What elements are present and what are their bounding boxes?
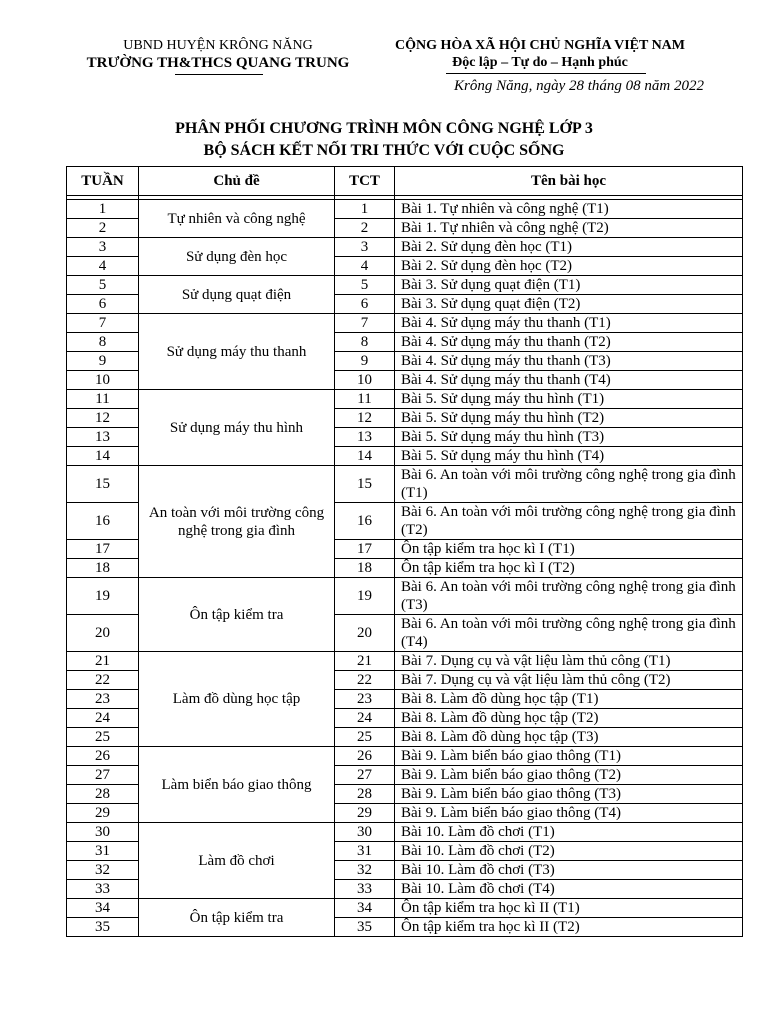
- week-cell: 7: [67, 314, 139, 333]
- tct-cell: 10: [335, 371, 395, 390]
- lesson-cell: Bài 8. Làm đồ dùng học tập (T3): [395, 728, 743, 747]
- tct-cell: 3: [335, 238, 395, 257]
- week-cell: 31: [67, 842, 139, 861]
- tct-cell: 4: [335, 257, 395, 276]
- national-name: CỘNG HÒA XÃ HỘI CHỦ NGHĨA VIỆT NAM: [394, 38, 685, 53]
- tct-cell: 17: [335, 540, 395, 559]
- lesson-cell: Bài 8. Làm đồ dùng học tập (T2): [395, 709, 743, 728]
- lesson-cell: Bài 7. Dụng cụ và vật liệu làm thủ công (T1): [395, 652, 743, 671]
- topic-cell: Sử dụng quạt điện: [139, 276, 335, 314]
- lesson-cell: Bài 5. Sử dụng máy thu hình (T1): [395, 390, 743, 409]
- lesson-cell: Bài 6. An toàn với môi trường công nghệ trong gia đình (T4): [395, 615, 743, 652]
- district-name: UBND HUYỆN KRÔNG NĂNG: [123, 38, 313, 53]
- tct-cell: 35: [335, 918, 395, 937]
- topic-cell: Tự nhiên và công nghệ: [139, 200, 335, 238]
- lesson-cell: Bài 10. Làm đồ chơi (T3): [395, 861, 743, 880]
- topic-cell: Sử dụng máy thu hình: [139, 390, 335, 466]
- week-cell: 9: [67, 352, 139, 371]
- lesson-cell: Bài 9. Làm biển báo giao thông (T1): [395, 747, 743, 766]
- tct-cell: 22: [335, 671, 395, 690]
- lesson-cell: Bài 3. Sử dụng quạt điện (T2): [395, 295, 743, 314]
- tct-cell: 23: [335, 690, 395, 709]
- lesson-cell: Ôn tập kiểm tra học kì I (T2): [395, 559, 743, 578]
- lesson-cell: Bài 9. Làm biển báo giao thông (T3): [395, 785, 743, 804]
- week-cell: 21: [67, 652, 139, 671]
- school-name: TRƯỜNG TH&THCS QUANG TRUNG: [86, 55, 350, 71]
- tct-cell: 18: [335, 559, 395, 578]
- lesson-cell: Bài 5. Sử dụng máy thu hình (T4): [395, 447, 743, 466]
- tct-cell: 5: [335, 276, 395, 295]
- lesson-cell: Bài 4. Sử dụng máy thu thanh (T3): [395, 352, 743, 371]
- table-row: [67, 466, 743, 503]
- topic-cell: Sử dụng đèn học: [139, 238, 335, 276]
- tct-cell: 24: [335, 709, 395, 728]
- week-cell: 27: [67, 766, 139, 785]
- week-cell: 14: [67, 447, 139, 466]
- week-cell: 19: [67, 578, 139, 615]
- table-header-row: [67, 167, 743, 196]
- week-cell: 35: [67, 918, 139, 937]
- tct-cell: 15: [335, 466, 395, 503]
- week-cell: 33: [67, 880, 139, 899]
- week-cell: 28: [67, 785, 139, 804]
- week-cell: 8: [67, 333, 139, 352]
- week-cell: 23: [67, 690, 139, 709]
- table-row: [67, 899, 743, 918]
- week-cell: 15: [67, 466, 139, 503]
- topic-cell: Làm biển báo giao thông: [139, 747, 335, 823]
- document-title: [0, 118, 768, 162]
- week-cell: 29: [67, 804, 139, 823]
- week-cell: 10: [67, 371, 139, 390]
- topic-cell: An toàn với môi trường công nghệ trong gia đình: [139, 466, 335, 578]
- week-cell: 30: [67, 823, 139, 842]
- lesson-cell: Bài 4. Sử dụng máy thu thanh (T2): [395, 333, 743, 352]
- lesson-cell: Ôn tập kiểm tra học kì I (T1): [395, 540, 743, 559]
- lesson-cell: Bài 5. Sử dụng máy thu hình (T3): [395, 428, 743, 447]
- tct-cell: 29: [335, 804, 395, 823]
- week-cell: 22: [67, 671, 139, 690]
- week-cell: 25: [67, 728, 139, 747]
- week-cell: 12: [67, 409, 139, 428]
- lesson-cell: Bài 7. Dụng cụ và vật liệu làm thủ công (T2): [395, 671, 743, 690]
- tct-cell: 9: [335, 352, 395, 371]
- lesson-cell: Bài 10. Làm đồ chơi (T2): [395, 842, 743, 861]
- tct-cell: 34: [335, 899, 395, 918]
- tct-cell: 7: [335, 314, 395, 333]
- table-row: [67, 747, 743, 766]
- lesson-cell: Bài 10. Làm đồ chơi (T1): [395, 823, 743, 842]
- week-cell: 24: [67, 709, 139, 728]
- week-cell: 26: [67, 747, 139, 766]
- table-row: [67, 578, 743, 615]
- table-row: [67, 200, 743, 219]
- tct-cell: 31: [335, 842, 395, 861]
- tct-cell: 16: [335, 503, 395, 540]
- national-motto: Độc lập – Tự do – Hạnh phúc: [452, 55, 628, 70]
- lesson-cell: Bài 4. Sử dụng máy thu thanh (T4): [395, 371, 743, 390]
- col-header-week: TUẦN: [67, 167, 139, 196]
- week-cell: 2: [67, 219, 139, 238]
- school-underline: [175, 74, 263, 75]
- table-row: [67, 652, 743, 671]
- topic-cell: Ôn tập kiểm tra: [139, 578, 335, 652]
- tct-cell: 27: [335, 766, 395, 785]
- tct-cell: 2: [335, 219, 395, 238]
- tct-cell: 20: [335, 615, 395, 652]
- week-cell: 16: [67, 503, 139, 540]
- school-header: [64, 37, 372, 72]
- table-body: [67, 196, 743, 937]
- lesson-cell: Bài 4. Sử dụng máy thu thanh (T1): [395, 314, 743, 333]
- tct-cell: 25: [335, 728, 395, 747]
- tct-cell: 21: [335, 652, 395, 671]
- lesson-cell: Ôn tập kiểm tra học kì II (T2): [395, 918, 743, 937]
- tct-cell: 32: [335, 861, 395, 880]
- week-cell: 5: [67, 276, 139, 295]
- lesson-cell: Bài 1. Tự nhiên và công nghệ (T1): [395, 200, 743, 219]
- national-header: [380, 37, 700, 72]
- week-cell: 11: [67, 390, 139, 409]
- week-cell: 4: [67, 257, 139, 276]
- tct-cell: 19: [335, 578, 395, 615]
- lesson-cell: Bài 9. Làm biển báo giao thông (T2): [395, 766, 743, 785]
- topic-cell: Làm đồ dùng học tập: [139, 652, 335, 747]
- week-cell: 17: [67, 540, 139, 559]
- table-row: [67, 823, 743, 842]
- motto-underline: [446, 73, 646, 74]
- lesson-cell: Bài 8. Làm đồ dùng học tập (T1): [395, 690, 743, 709]
- lesson-cell: Bài 3. Sử dụng quạt điện (T1): [395, 276, 743, 295]
- col-header-lesson: Tên bài học: [395, 167, 743, 196]
- tct-cell: 14: [335, 447, 395, 466]
- lesson-cell: Bài 5. Sử dụng máy thu hình (T2): [395, 409, 743, 428]
- week-cell: 18: [67, 559, 139, 578]
- document-date: Krông Năng, ngày 28 tháng 08 năm 2022: [453, 78, 704, 94]
- tct-cell: 12: [335, 409, 395, 428]
- topic-cell: Làm đồ chơi: [139, 823, 335, 899]
- tct-cell: 6: [335, 295, 395, 314]
- lesson-cell: Bài 1. Tự nhiên và công nghệ (T2): [395, 219, 743, 238]
- lesson-cell: Bài 6. An toàn với môi trường công nghệ trong gia đình (T3): [395, 578, 743, 615]
- tct-cell: 8: [335, 333, 395, 352]
- title-line-2: BỘ SÁCH KẾT NỐI TRI THỨC VỚI CUỘC SỐNG: [203, 142, 565, 159]
- tct-cell: 28: [335, 785, 395, 804]
- col-header-topic: Chủ đề: [139, 167, 335, 196]
- lesson-cell: Bài 6. An toàn với môi trường công nghệ trong gia đình (T1): [395, 466, 743, 503]
- topic-cell: Sử dụng máy thu thanh: [139, 314, 335, 390]
- tct-cell: 26: [335, 747, 395, 766]
- title-line-1: PHÂN PHỐI CHƯƠNG TRÌNH MÔN CÔNG NGHỆ LỚP 3: [175, 120, 593, 137]
- week-cell: 1: [67, 200, 139, 219]
- table-row: [67, 390, 743, 409]
- lesson-cell: Bài 9. Làm biển báo giao thông (T4): [395, 804, 743, 823]
- col-header-tct: TCT: [335, 167, 395, 196]
- table-row: [67, 314, 743, 333]
- curriculum-table: [66, 166, 743, 937]
- table-row: [67, 276, 743, 295]
- week-cell: 3: [67, 238, 139, 257]
- tct-cell: 33: [335, 880, 395, 899]
- week-cell: 32: [67, 861, 139, 880]
- table-row: [67, 238, 743, 257]
- week-cell: 20: [67, 615, 139, 652]
- tct-cell: 11: [335, 390, 395, 409]
- tct-cell: 30: [335, 823, 395, 842]
- week-cell: 34: [67, 899, 139, 918]
- week-cell: 13: [67, 428, 139, 447]
- lesson-cell: Bài 2. Sử dụng đèn học (T1): [395, 238, 743, 257]
- topic-cell: Ôn tập kiểm tra: [139, 899, 335, 937]
- week-cell: 6: [67, 295, 139, 314]
- lesson-cell: Bài 10. Làm đồ chơi (T4): [395, 880, 743, 899]
- lesson-cell: Bài 6. An toàn với môi trường công nghệ trong gia đình (T2): [395, 503, 743, 540]
- lesson-cell: Bài 2. Sử dụng đèn học (T2): [395, 257, 743, 276]
- tct-cell: 13: [335, 428, 395, 447]
- lesson-cell: Ôn tập kiểm tra học kì II (T1): [395, 899, 743, 918]
- tct-cell: 1: [335, 200, 395, 219]
